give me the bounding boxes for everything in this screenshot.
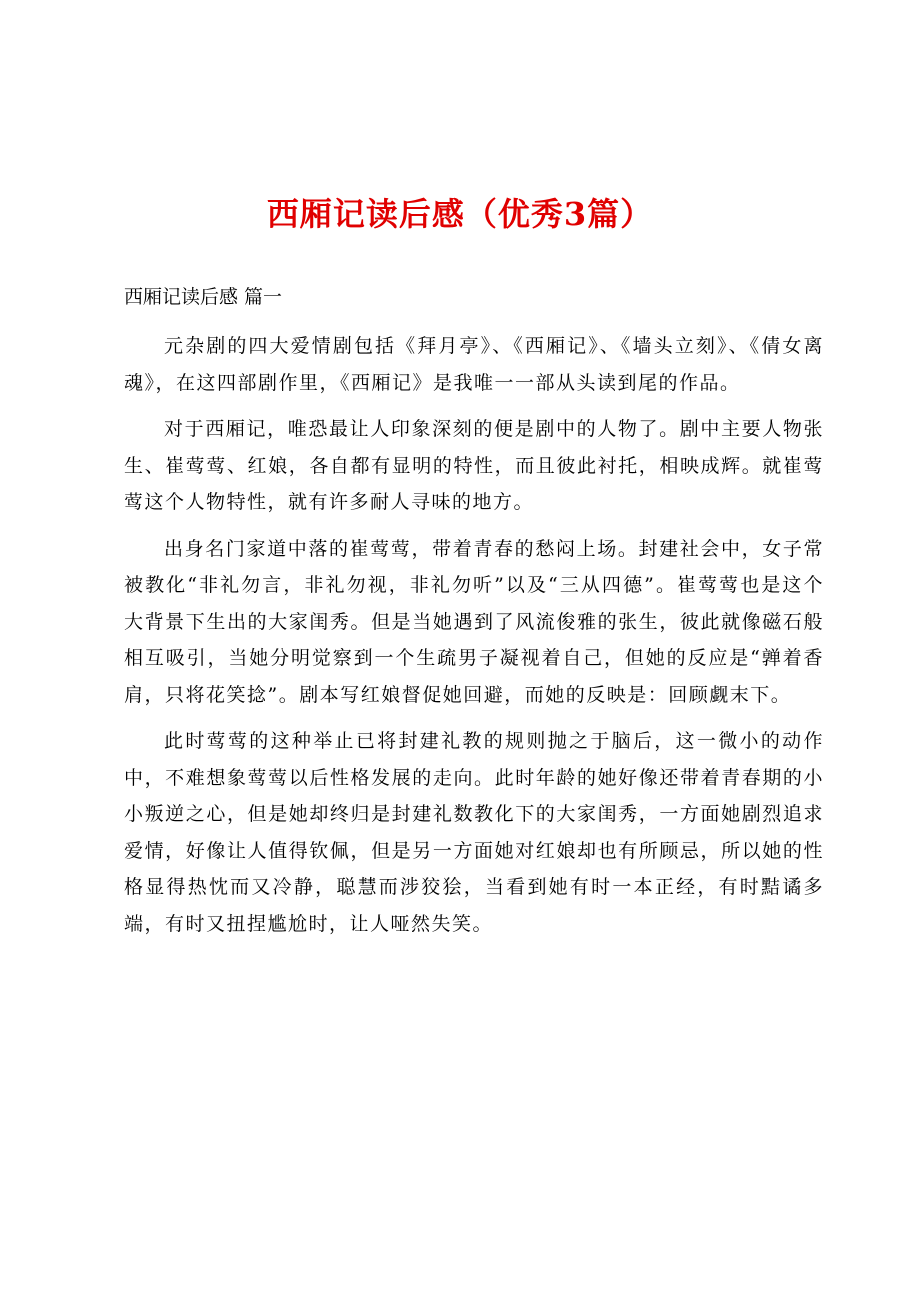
paragraph: 出身名门家道中落的崔莺莺，带着青春的愁闷上场。封建社会中，女子常被教化“非礼勿言，非礼勿视，非礼勿听”以及“三从四德”。崔莺莺也是这个大背景下生出的大家闺秀。但是当她遇到了风流俊雅的张生，彼此就像磁石般相互吸引，当她分明觉察到一个生疏男子凝视着自己，但她的反应是“亸着香肩，只将花笑捻”。剧本写红娘督促她回避，而她的反映是：回顾觑末下。 bbox=[124, 537, 824, 706]
paragraph: 元杂剧的四大爱情剧包括《拜月亭》、《西厢记》、《墙头立刻》、《倩女离魂》，在这四部剧作里，《西厢记》是我唯一一部从头读到尾的作品。 bbox=[124, 335, 824, 394]
document-title: 西厢记读后感（优秀3篇） bbox=[266, 195, 654, 233]
paragraph: 对于西厢记，唯恐最让人印象深刻的便是剧中的人物了。剧中主要人物张生、崔莺莺、红娘，各自都有显明的特性，而且彼此衬托，相映成辉。就崔莺莺这个人物特性，就有许多耐人寻味的地方。 bbox=[124, 418, 824, 513]
section-heading: 西厢记读后感 篇一 bbox=[124, 286, 283, 308]
document-body bbox=[124, 328, 824, 952]
paragraph: 此时莺莺的这种举止已将封建礼教的规则抛之于脑后，这一微小的动作中，不难想象莺莺以后性格发展的走向。此时年龄的她好像还带着青春期的小小叛逆之心，但是她却终归是封建礼数教化下的大家闺秀，一方面她剧烈追求爱情，好像让人值得钦佩，但是另一方面她对红娘却也有所顾忌，所以她的性格显得热忱而又冷静，聪慧而涉狡狯，当看到她有时一本正经，有时黠谲多端，有时又扭捏尴尬时，让人哑然失笑。 bbox=[124, 730, 824, 935]
